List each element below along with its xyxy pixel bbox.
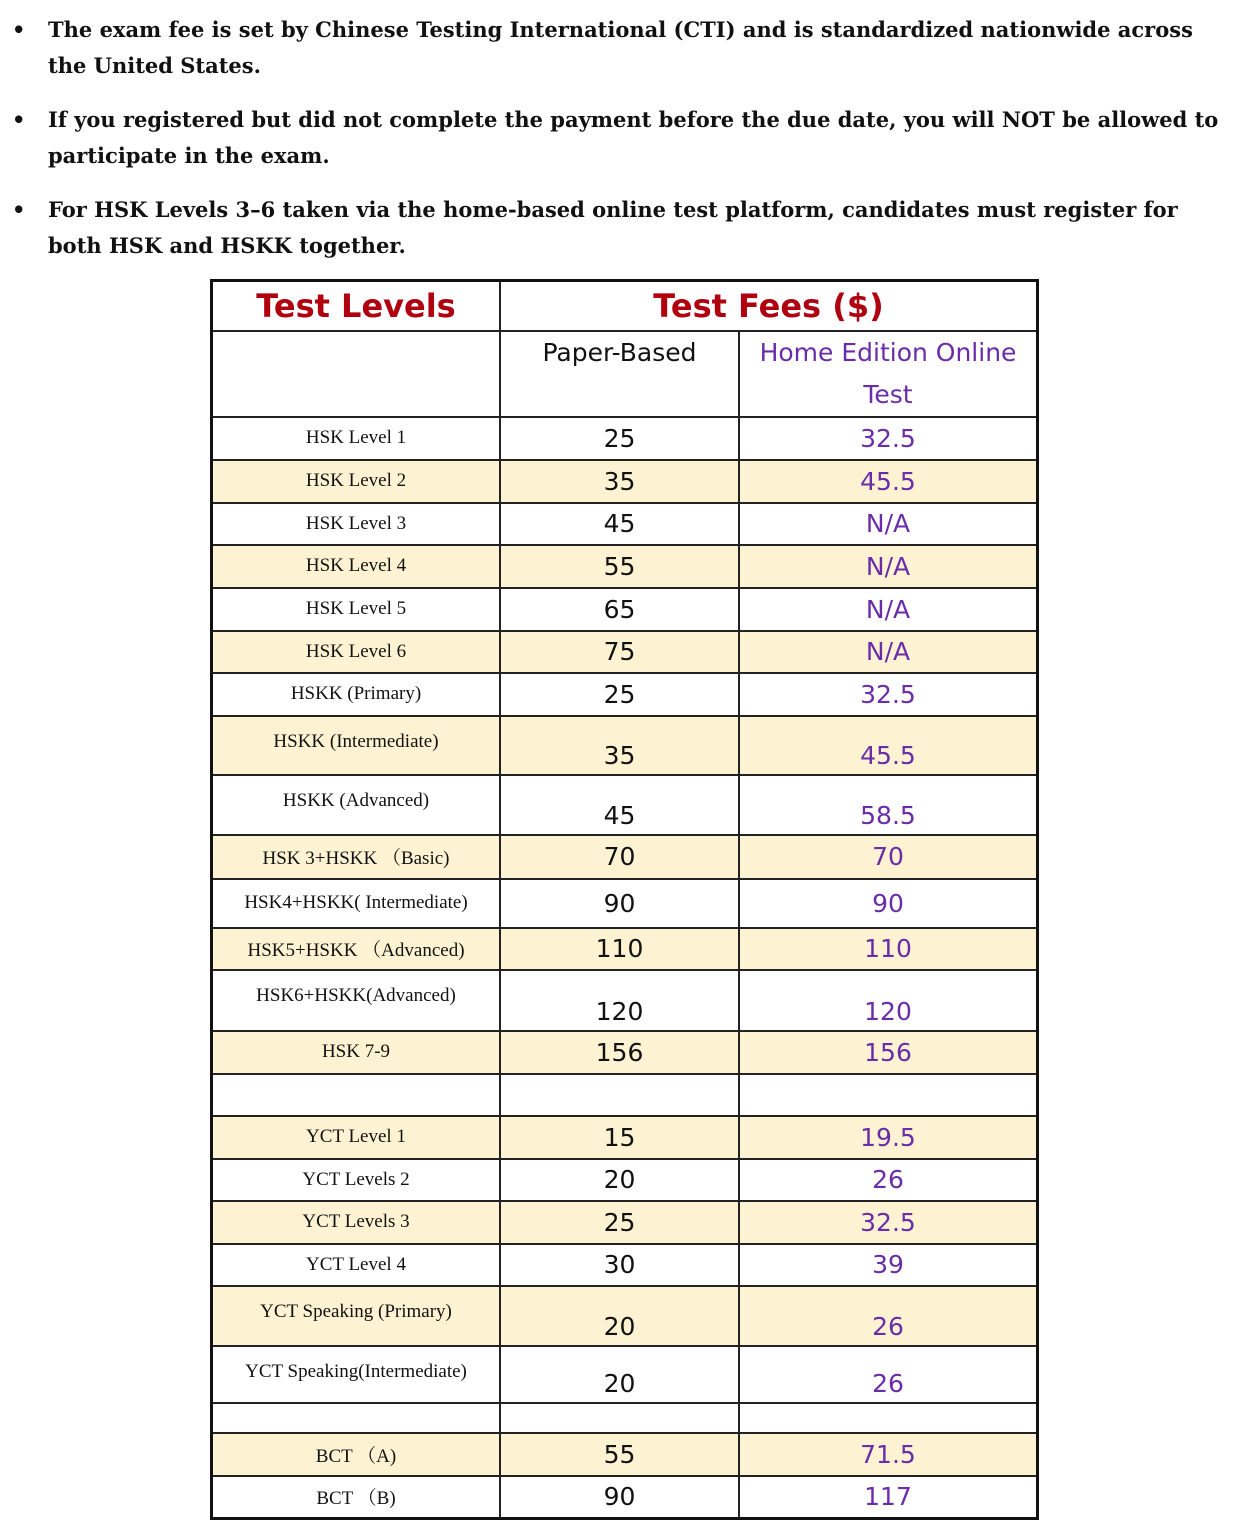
table-row xyxy=(212,928,1038,970)
bullet-icon: • xyxy=(12,107,26,132)
paper-fee-cell: 15 xyxy=(500,1116,739,1159)
paper-fee-cell: 110 xyxy=(500,928,739,970)
paper-fee-cell: 45 xyxy=(500,503,739,545)
bullet-icon: • xyxy=(12,17,26,42)
level-cell: BCT （A) xyxy=(212,1433,501,1476)
table-row xyxy=(212,1476,1038,1519)
table-row xyxy=(212,503,1038,545)
paper-fee-cell: 20 xyxy=(500,1159,739,1201)
paper-fee-cell: 55 xyxy=(500,1433,739,1476)
paper-fee-cell xyxy=(500,1403,739,1433)
home-fee-cell: 90 xyxy=(739,879,1038,928)
col-home-edition: Home Edition Online Test xyxy=(739,331,1038,417)
table-row xyxy=(212,1286,1038,1346)
table-row xyxy=(212,1031,1038,1074)
paper-fee-cell: 65 xyxy=(500,588,739,631)
level-cell: HSK6+HSKK(Advanced) xyxy=(212,970,501,1031)
home-fee-cell: 117 xyxy=(739,1476,1038,1519)
table-row xyxy=(212,1201,1038,1244)
paper-fee-cell: 120 xyxy=(500,970,739,1031)
bullet-icon: • xyxy=(12,197,26,222)
home-fee-cell: 26 xyxy=(739,1286,1038,1346)
level-cell: YCT Level 4 xyxy=(212,1244,501,1286)
level-cell: HSK 3+HSKK （Basic) xyxy=(212,835,501,879)
notes-list xyxy=(0,12,1230,282)
header-test-levels: Test Levels xyxy=(212,281,501,331)
level-cell: HSKK (Primary) xyxy=(212,673,501,716)
empty-cell xyxy=(212,331,501,417)
paper-fee-cell: 35 xyxy=(500,460,739,503)
home-fee-cell: N/A xyxy=(739,503,1038,545)
table-row xyxy=(212,545,1038,588)
home-fee-cell: 39 xyxy=(739,1244,1038,1286)
level-cell: HSK Level 3 xyxy=(212,503,501,545)
home-fee-cell: 70 xyxy=(739,835,1038,879)
table-row xyxy=(212,1403,1038,1433)
home-fee-cell: 26 xyxy=(739,1159,1038,1201)
home-fee-cell: 120 xyxy=(739,970,1038,1031)
table-row xyxy=(212,631,1038,673)
home-fee-cell: 19.5 xyxy=(739,1116,1038,1159)
home-fee-cell: 45.5 xyxy=(739,460,1038,503)
col-paper-based: Paper-Based xyxy=(500,331,739,417)
home-fee-cell: N/A xyxy=(739,631,1038,673)
table-row xyxy=(212,460,1038,503)
paper-fee-cell: 25 xyxy=(500,673,739,716)
level-cell: YCT Levels 3 xyxy=(212,1201,501,1244)
home-fee-cell: 32.5 xyxy=(739,673,1038,716)
paper-fee-cell: 25 xyxy=(500,1201,739,1244)
paper-fee-cell: 75 xyxy=(500,631,739,673)
home-fee-cell: 110 xyxy=(739,928,1038,970)
table-row xyxy=(212,417,1038,460)
level-cell: HSKK (Advanced) xyxy=(212,775,501,835)
home-fee-cell xyxy=(739,1074,1038,1116)
note-text: For HSK Levels 3–6 taken via the home-based online test platform, candidates must register for both HSK and HSKK together. xyxy=(48,197,1178,258)
paper-fee-cell: 35 xyxy=(500,716,739,775)
home-fee-cell: 71.5 xyxy=(739,1433,1038,1476)
home-fee-cell: 156 xyxy=(739,1031,1038,1074)
paper-fee-cell: 70 xyxy=(500,835,739,879)
paper-fee-cell xyxy=(500,1074,739,1116)
table-row xyxy=(212,716,1038,775)
table-row xyxy=(212,1116,1038,1159)
level-cell: HSK Level 6 xyxy=(212,631,501,673)
level-cell: HSK Level 5 xyxy=(212,588,501,631)
level-cell: HSK Level 1 xyxy=(212,417,501,460)
table-row xyxy=(212,970,1038,1031)
level-cell: YCT Level 1 xyxy=(212,1116,501,1159)
table-row xyxy=(212,1244,1038,1286)
level-cell: YCT Levels 2 xyxy=(212,1159,501,1201)
level-cell: YCT Speaking(Intermediate) xyxy=(212,1346,501,1403)
home-fee-cell: 26 xyxy=(739,1346,1038,1403)
home-fee-cell: 58.5 xyxy=(739,775,1038,835)
level-cell xyxy=(212,1074,501,1116)
paper-fee-cell: 45 xyxy=(500,775,739,835)
note-text: The exam fee is set by Chinese Testing International (CTI) and is standardized nationwide across the United States. xyxy=(48,17,1193,78)
home-fee-cell xyxy=(739,1403,1038,1433)
paper-fee-cell: 30 xyxy=(500,1244,739,1286)
home-fee-cell: 32.5 xyxy=(739,417,1038,460)
table-row xyxy=(212,1433,1038,1476)
home-fee-cell: 32.5 xyxy=(739,1201,1038,1244)
table-row xyxy=(212,775,1038,835)
table-row xyxy=(212,1159,1038,1201)
paper-fee-cell: 90 xyxy=(500,1476,739,1519)
table-row xyxy=(212,835,1038,879)
level-cell: HSK Level 2 xyxy=(212,460,501,503)
paper-fee-cell: 156 xyxy=(500,1031,739,1074)
table-row xyxy=(212,1346,1038,1403)
note-text: If you registered but did not complete the payment before the due date, you will NOT be allowed to participate in the exam. xyxy=(48,107,1219,168)
level-cell: YCT Speaking (Primary) xyxy=(212,1286,501,1346)
level-cell: HSK 7-9 xyxy=(212,1031,501,1074)
level-cell: HSK4+HSKK( Intermediate) xyxy=(212,879,501,928)
note-item xyxy=(0,102,1230,174)
level-cell: HSK5+HSKK （Advanced) xyxy=(212,928,501,970)
home-fee-cell: N/A xyxy=(739,545,1038,588)
level-cell xyxy=(212,1403,501,1433)
paper-fee-cell: 25 xyxy=(500,417,739,460)
table-row xyxy=(212,1074,1038,1116)
note-item xyxy=(0,192,1230,264)
home-fee-cell: 45.5 xyxy=(739,716,1038,775)
level-cell: HSKK (Intermediate) xyxy=(212,716,501,775)
paper-fee-cell: 90 xyxy=(500,879,739,928)
paper-fee-cell: 55 xyxy=(500,545,739,588)
note-item xyxy=(0,12,1230,84)
table-row xyxy=(212,879,1038,928)
fees-table xyxy=(210,279,1039,1520)
paper-fee-cell: 20 xyxy=(500,1286,739,1346)
home-fee-cell: N/A xyxy=(739,588,1038,631)
level-cell: HSK Level 4 xyxy=(212,545,501,588)
table-row xyxy=(212,673,1038,716)
level-cell: BCT （B) xyxy=(212,1476,501,1519)
table-row xyxy=(212,588,1038,631)
header-test-fees: Test Fees ($) xyxy=(500,281,1038,331)
paper-fee-cell: 20 xyxy=(500,1346,739,1403)
